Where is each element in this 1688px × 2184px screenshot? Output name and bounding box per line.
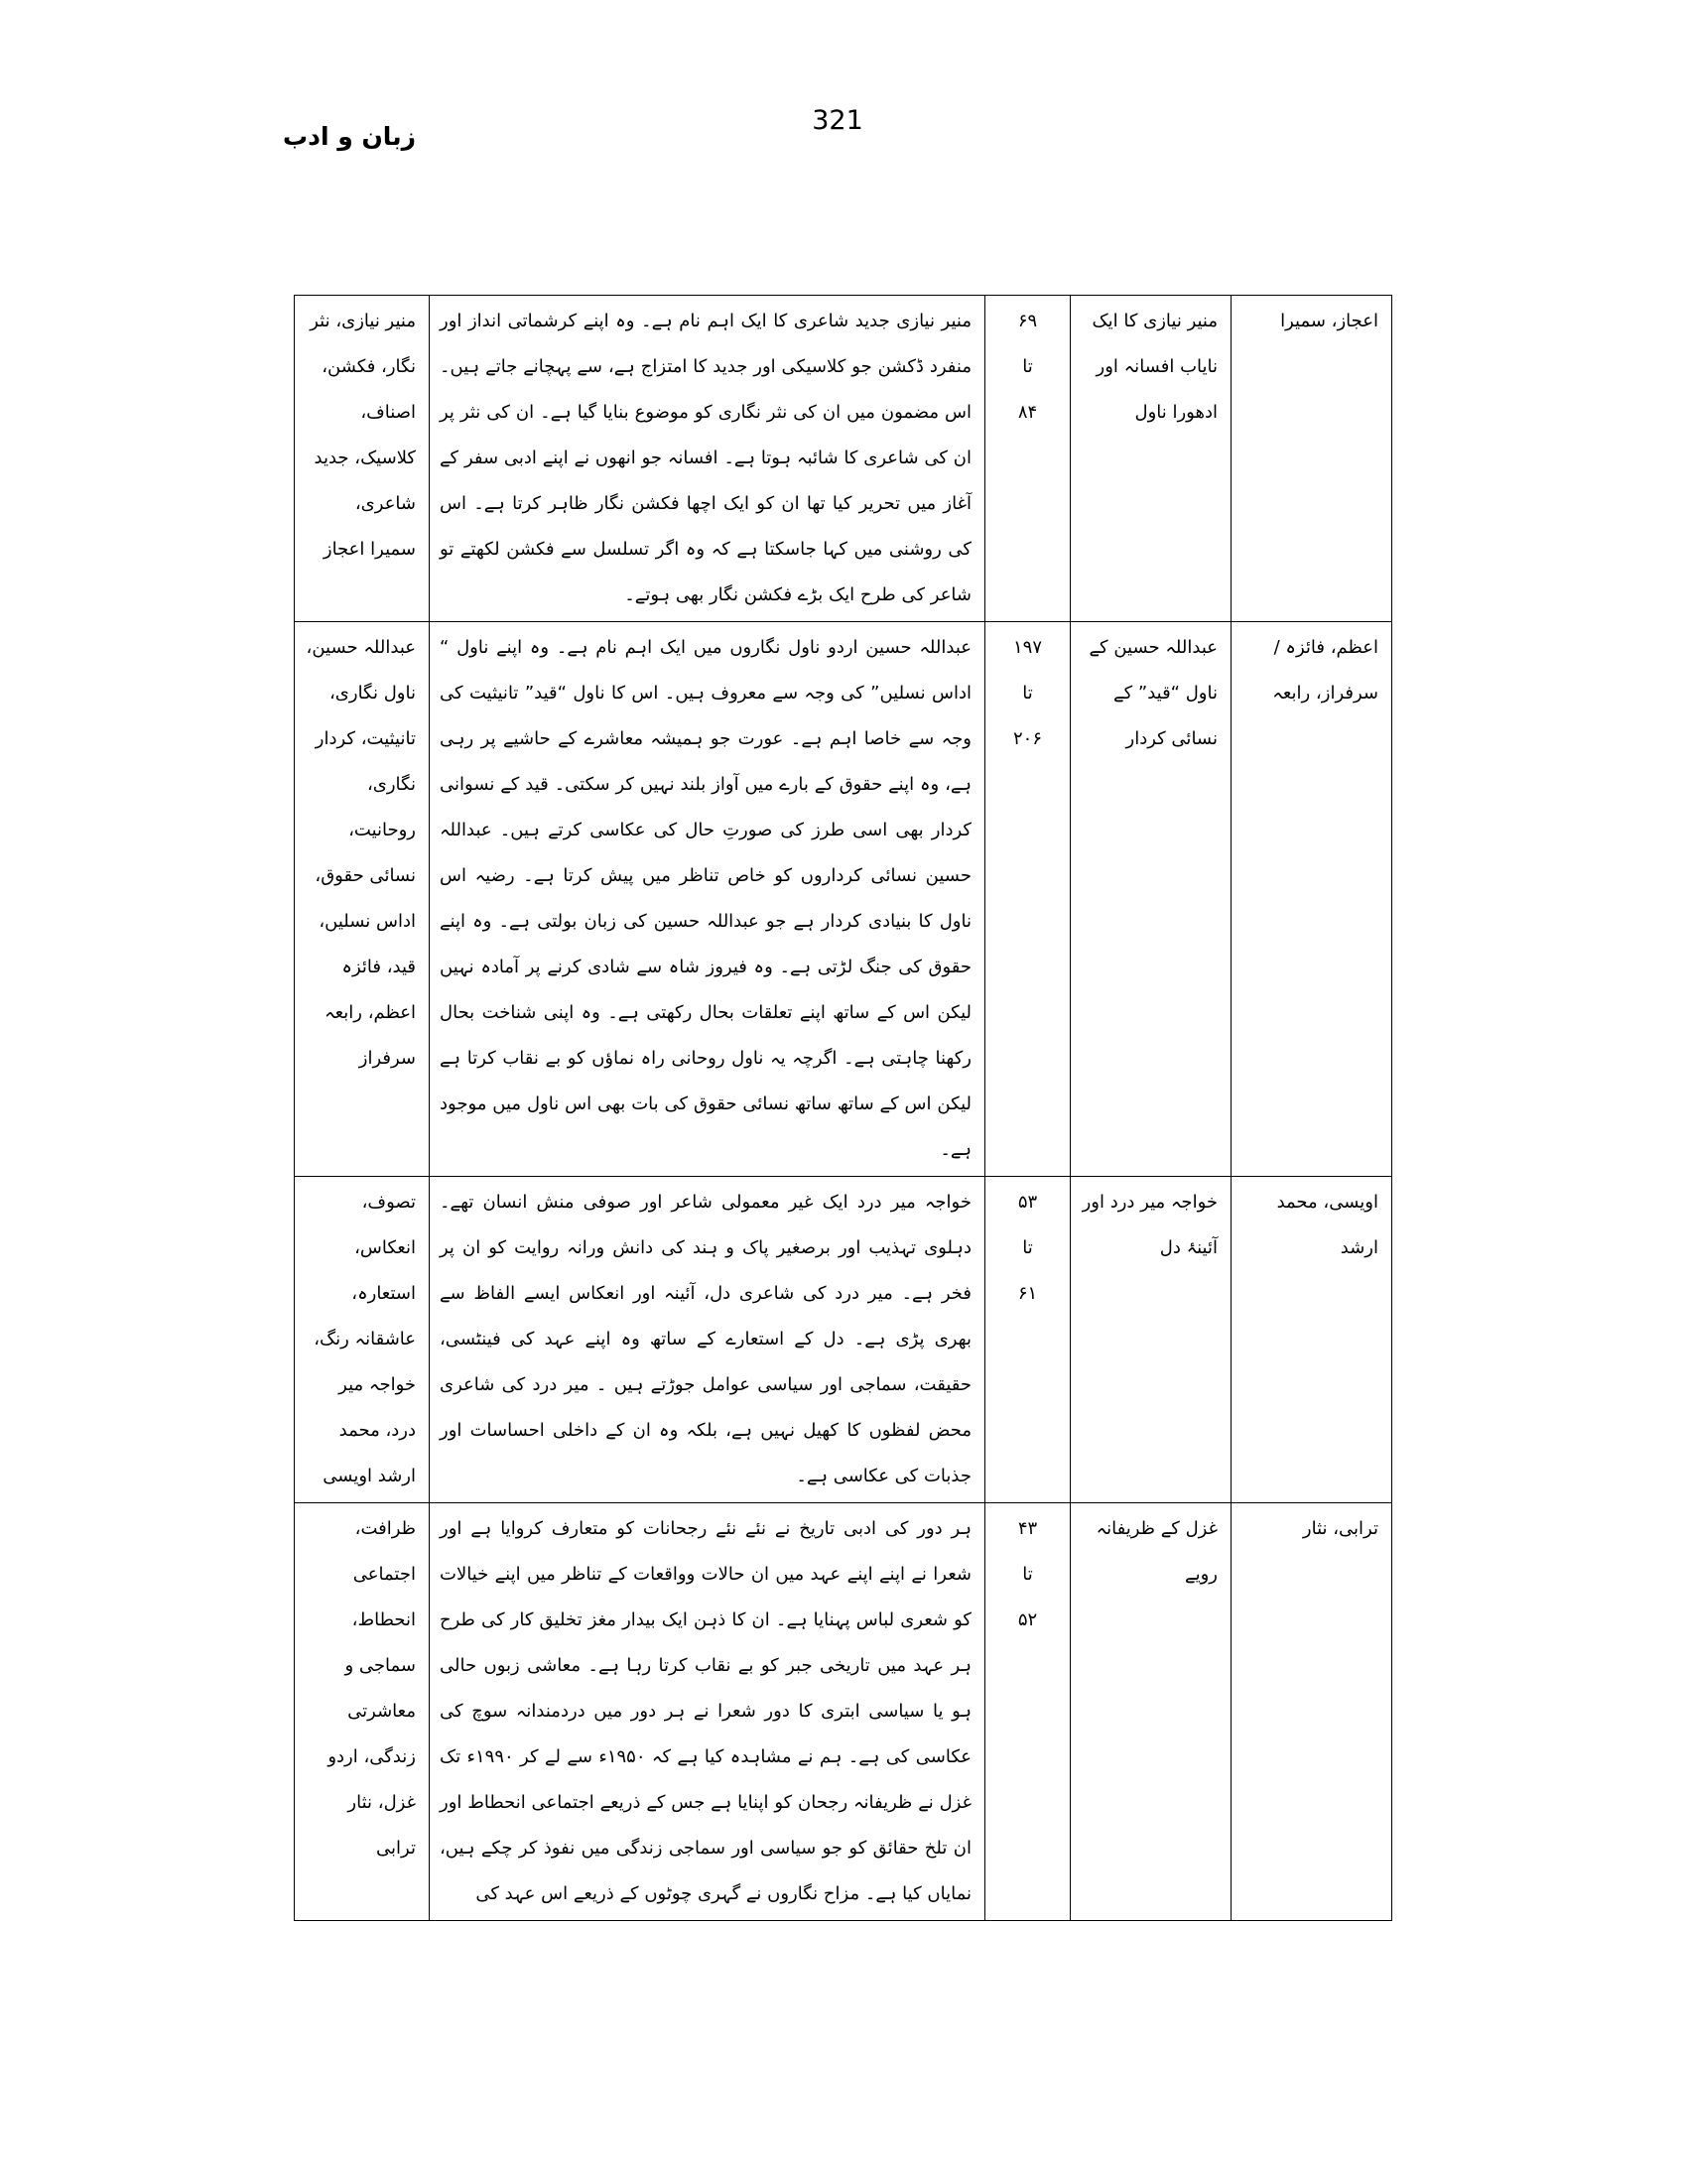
journal-title: زبان و ادب	[283, 122, 416, 151]
abstract-cell: خواجہ میر درد ایک غیر معمولی شاعر اور صوفی منش انسان تھے۔ دہلوی تہذیب اور برصغیر پاک و ہند کی دانش ورانہ روایت کو ان پر فخر ہے۔ میر درد کی شاعری دل، آئینہ اور انعکاس ایسے الفاظ سے بھری پڑی ہے۔ دل کے استعارے کے ساتھ وہ اپنے عہد کی فینٹسی، حقیقت، سماجی اور سیاسی عوامل جوڑتے ہیں ۔ میر درد کی شاعری محض لفظوں کا کھیل نہیں ہے، بلکہ وہ ان کے داخلی احساسات اور جذبات کی عکاسی ہے۔	[430, 1177, 985, 1503]
page-start: ۶۹	[1017, 311, 1038, 331]
title-cell: عبداللہ حسین کے ناول “قید” کے نسائی کردار	[1071, 622, 1232, 1177]
page-end: ۸۴	[1017, 402, 1038, 423]
author-cell: اعظم، فائزہ / سرفراز، رابعہ	[1232, 622, 1392, 1177]
abstract-cell: منیر نیازی جدید شاعری کا ایک اہم نام ہے۔ وہ اپنے کرشماتی انداز اور منفرد ڈکشن جو کلاسیکی اور جدید کا امتزاج ہے، سے پہچانے جاتے ہیں۔ اس مضمون میں ان کی نثر نگاری کو موضوع بنایا گیا ہے۔ ان کی نثر پر ان کی شاعری کا شائبہ ہوتا ہے۔ افسانہ جو انھوں نے اپنے ادبی سفر کے آغاز میں تحریر کیا تھا ان کو ایک اچھا فکشن نگار ظاہر کرتا ہے۔ اس کی روشنی میں کہا جاسکتا ہے کہ وہ اگر تسلسل سے فکشن لکھتے تو شاعر کی طرح ایک بڑے فکشن نگار بھی ہوتے۔	[430, 296, 985, 622]
table-row	[295, 1177, 1392, 1503]
page-separator: تا	[1022, 356, 1033, 377]
author-cell: ترابی، نثار	[1232, 1503, 1392, 1921]
article-index-table	[294, 295, 1392, 1921]
page-end: ۶۱	[1017, 1283, 1038, 1304]
title-cell: خواجہ میر درد اور آئینۂ دل	[1071, 1177, 1232, 1503]
table-row	[295, 296, 1392, 622]
title-cell: منیر نیازی کا ایک نایاب افسانہ اور ادھورا ناول	[1071, 296, 1232, 622]
page-end: ۵۲	[1017, 1609, 1038, 1630]
page-separator: تا	[1022, 1237, 1033, 1258]
pages-cell	[985, 622, 1071, 1177]
table-row	[295, 1503, 1392, 1921]
pages-cell	[985, 1177, 1071, 1503]
page-separator: تا	[1022, 1564, 1033, 1585]
table-row	[295, 622, 1392, 1177]
page-start: ۴۳	[1017, 1518, 1038, 1539]
keywords-cell: عبداللہ حسین، ناول نگاری، تانیثیت، کردار نگاری، روحانیت، نسائی حقوق، اداس نسلیں، قید، فائزہ اعظم، رابعہ سرفراز	[295, 622, 430, 1177]
pages-cell	[985, 1503, 1071, 1921]
page-number: 321	[812, 105, 863, 136]
keywords-cell: منیر نیازی، نثر نگار، فکشن، اصناف، کلاسیک، جدید شاعری، سمیرا اعجاز	[295, 296, 430, 622]
table-body	[295, 296, 1392, 1921]
keywords-cell: ظرافت، اجتماعی انحطاط، سماجی و معاشرتی زندگی، اردو غزل، نثار ترابی	[295, 1503, 430, 1921]
page-start: ۱۹۷	[1012, 637, 1042, 658]
page-separator: تا	[1022, 683, 1033, 704]
abstract-cell: عبداللہ حسین اردو ناول نگاروں میں ایک اہم نام ہے۔ وہ اپنے ناول “ اداس نسلیں” کی وجہ سے معروف ہیں۔ اس کا ناول “قید” تانیثیت کی وجہ سے خاصا اہم ہے۔ عورت جو ہمیشہ معاشرے کے حاشیے پر رہی ہے، وہ اپنے حقوق کے بارے میں آواز بلند نہیں کر سکتی۔ قید کے نسوانی کردار بھی اسی طرز کی صورتِ حال کی عکاسی کرتے ہیں۔ عبداللہ حسین نسائی کرداروں کو خاص تناظر میں پیش کرتا ہے۔ رضیہ اس ناول کا بنیادی کردار ہے جو عبداللہ حسین کی زبان بولتی ہے۔ وہ اپنے حقوق کی جنگ لڑتی ہے۔ وہ فیروز شاہ سے شادی کرنے پر آمادہ نہیں لیکن اس کے ساتھ اپنے تعلقات بحال رکھتی ہے۔ وہ اپنی شناخت بحال رکھنا چاہتی ہے۔ اگرچہ یہ ناول روحانی راہ نماؤں کو بے نقاب کرتا ہے لیکن اس کے ساتھ ساتھ نسائی حقوق کی بات بھی اس ناول میں موجود ہے۔	[430, 622, 985, 1177]
pages-cell	[985, 296, 1071, 622]
author-cell: اعجاز، سمیرا	[1232, 296, 1392, 622]
keywords-cell: تصوف، انعکاس، استعارہ، عاشقانہ رنگ، خواجہ میر درد، محمد ارشد اویسی	[295, 1177, 430, 1503]
page-start: ۵۳	[1017, 1192, 1038, 1213]
author-cell: اویسی، محمد ارشد	[1232, 1177, 1392, 1503]
abstract-cell: ہر دور کی ادبی تاریخ نے نئے نئے رجحانات کو متعارف کروایا ہے اور شعرا نے اپنے اپنے عہد میں ان حالات وواقعات کے تناظر میں اپنے خیالات کو شعری لباس پہنایا ہے۔ ان کا ذہن ایک بیدار مغز تخلیق کار کی طرح ہر عہد میں تاریخی جبر کو بے نقاب کرتا رہا ہے۔ معاشی زبوں حالی ہو یا سیاسی ابتری کا دور شعرا نے ہر دور میں دردمندانہ سوچ کی عکاسی کی ہے۔ ہم نے مشاہدہ کیا ہے کہ ۱۹۵۰ء سے لے کر ۱۹۹۰ء تک غزل نے ظریفانہ رجحان کو اپنایا ہے جس کے ذریعے اجتماعی انحطاط اور ان تلخ حقائق کو جو سیاسی اور سماجی زندگی میں نفوذ کر چکے ہیں، نمایاں کیا ہے۔ مزاح نگاروں نے گہری چوٹوں کے ذریعے اس عہد کی	[430, 1503, 985, 1921]
title-cell: غزل کے ظریفانہ رویے	[1071, 1503, 1232, 1921]
page-end: ۲۰۶	[1012, 728, 1042, 749]
